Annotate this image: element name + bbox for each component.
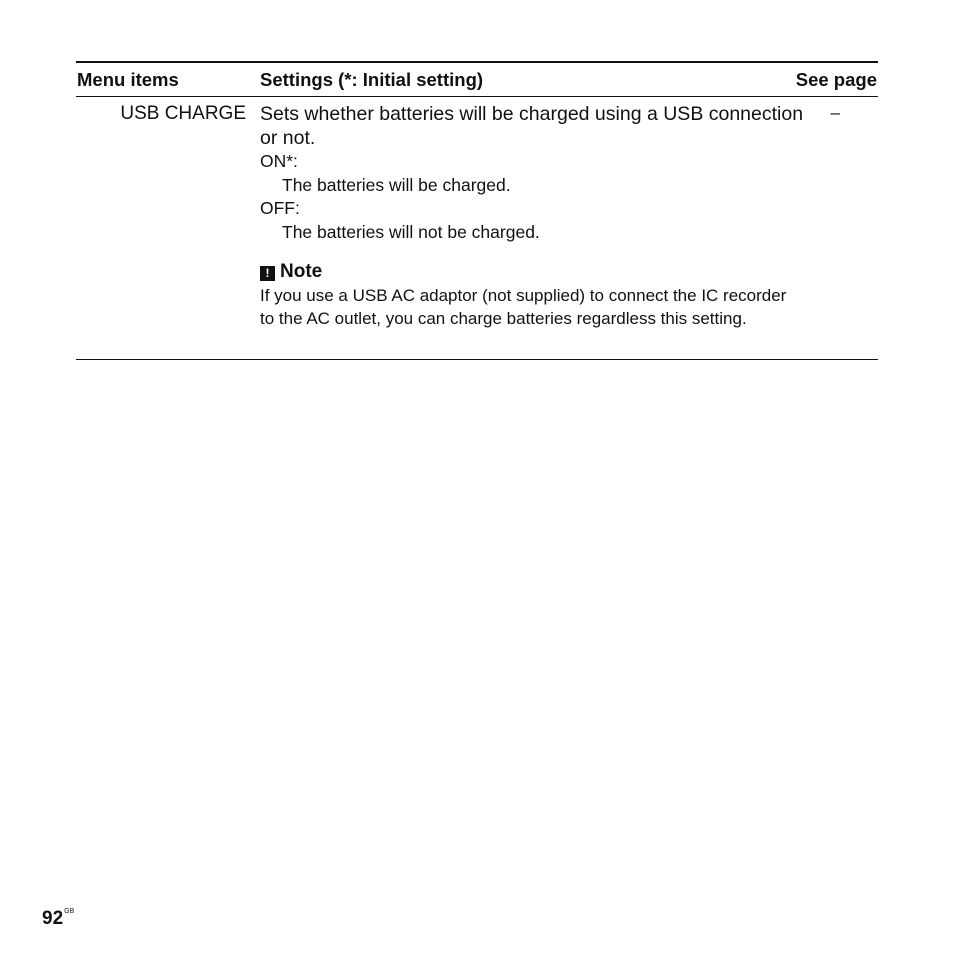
option-off-label: OFF: [260, 198, 300, 218]
note-text: If you use a USB AC adaptor (not supplied) to connect the IC recorder to the AC outlet, you can charge batteries regardless this setting. [260, 286, 787, 328]
note-icon: ! [260, 266, 275, 281]
setting-description: Sets whether batteries will be charged using a USB connection or not. [260, 103, 804, 149]
page-region: GB [64, 907, 75, 915]
page-number [42, 908, 74, 930]
header-menu-items: Menu items [77, 69, 179, 90]
menu-item-name: USB CHARGE [120, 103, 246, 124]
note-heading [260, 260, 820, 284]
note-title: Note [280, 261, 323, 282]
option-on-label: ON*: [260, 151, 298, 171]
option-on-text: The batteries will be charged. [282, 174, 511, 195]
page-number-value: 92 [42, 908, 64, 929]
settings-cell [260, 102, 820, 330]
option-off-text: The batteries will not be charged. [282, 221, 540, 242]
table-header [76, 63, 878, 97]
header-see-page: See page [795, 69, 877, 90]
settings-table [76, 61, 878, 360]
table-row [76, 97, 878, 359]
header-settings: Settings (*: Initial setting) [260, 69, 484, 90]
see-page-value: – [830, 103, 840, 122]
